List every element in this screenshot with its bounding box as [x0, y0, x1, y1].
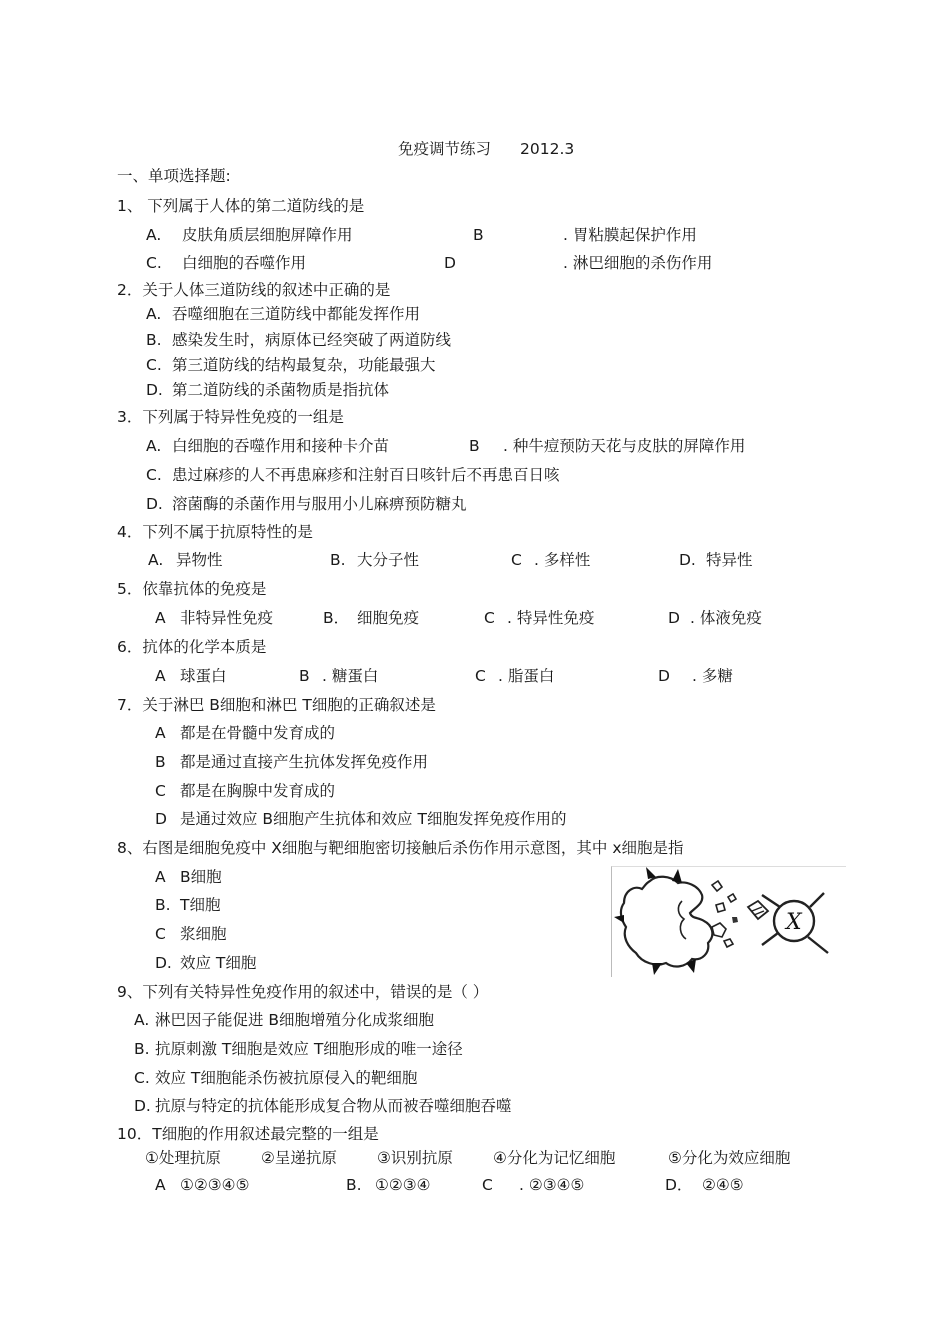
arm-bottom-left	[762, 933, 778, 945]
q5-d-text: . 体液免疫	[690, 609, 762, 627]
q8-a-key: A	[155, 868, 166, 886]
fragment-2	[716, 903, 725, 912]
q3-d-key: D.	[146, 495, 163, 513]
q6-c-text: . 脂蛋白	[498, 667, 555, 685]
q9-stem: 9、下列有关特异性免疫作用的叙述中，错误的是（ ）	[117, 983, 489, 1001]
fragment-1	[712, 881, 722, 891]
fragment-6	[732, 917, 738, 923]
q7-stem: 7．关于淋巴 B细胞和淋巴 T细胞的正确叙述是	[117, 696, 436, 714]
q9-b-key: B.	[134, 1040, 150, 1058]
q4-a-key: A.	[148, 551, 164, 569]
spike-bottom-1	[652, 963, 662, 975]
q2-c-text: 第三道防线的结构最复杂，功能最强大	[172, 356, 436, 374]
q9-d-key: D.	[134, 1097, 151, 1115]
q1-d-key: D	[444, 254, 456, 272]
q7-c-text: 都是在胸腺中发育成的	[180, 782, 336, 800]
q10-a-text: ①②③④⑤	[180, 1176, 250, 1194]
q6-d-key: D	[658, 667, 670, 685]
q10-c-text: . ②③④⑤	[519, 1176, 585, 1194]
q5-b-text: 细胞免疫	[357, 609, 420, 627]
q5-c-key: C	[484, 609, 495, 627]
q1-d-text: . 淋巴细胞的杀伤作用	[563, 254, 713, 272]
q1-a-text: 皮肤角质层细胞屏障作用	[182, 226, 353, 244]
q10-item-1: ①处理抗原	[145, 1149, 221, 1167]
q7-d-text: 是通过效应 B细胞产生抗体和效应 T细胞发挥免疫作用的	[180, 810, 567, 828]
q5-b-key: B．	[323, 609, 350, 627]
contact-line-1	[752, 907, 762, 911]
q10-a-key: A	[155, 1176, 166, 1194]
x-cell-label: X	[786, 910, 802, 935]
arm-top-left	[762, 895, 780, 907]
cell-killing-figure	[611, 866, 846, 977]
q8-d-key: D.	[155, 954, 172, 972]
cell-killing-diagram-icon	[612, 867, 846, 977]
spike-bottom-2	[686, 959, 696, 973]
q1-c-text: 白细胞的吞噬作用	[182, 254, 307, 272]
q4-c-text: . 多样性	[534, 551, 591, 569]
q2-b-key: B.	[146, 331, 162, 349]
q1-b-key: B	[473, 226, 484, 244]
q9-c-text: 效应 T细胞能杀伤被抗原侵入的靶细胞	[155, 1069, 418, 1087]
q5-d-key: D	[668, 609, 680, 627]
q10-d-key: D．	[665, 1176, 693, 1194]
q3-b-key: B	[469, 437, 480, 455]
q1-stem: 1、 下列属于人体的第二道防线的是	[117, 197, 365, 215]
q10-b-key: B.	[346, 1176, 362, 1194]
q8-c-key: C	[155, 925, 166, 943]
q7-a-text: 都是在骨髓中发育成的	[180, 724, 336, 742]
q3-b-text: . 种牛痘预防天花与皮肤的屏障作用	[503, 437, 746, 455]
q2-a-key: A.	[146, 305, 162, 323]
q10-item-3: ③识别抗原	[377, 1149, 453, 1167]
q9-b-text: 抗原刺激 T细胞是效应 T细胞形成的唯一途径	[155, 1040, 463, 1058]
q8-a-text: B细胞	[180, 868, 222, 886]
q5-stem: 5．依靠抗体的免疫是	[117, 580, 267, 598]
q10-b-text: ①②③④	[375, 1176, 431, 1194]
q10-d-text: ②④⑤	[702, 1176, 744, 1194]
q10-c-key: C	[482, 1176, 493, 1194]
q3-stem: 3．下列属于特异性免疫的一组是	[117, 408, 344, 426]
q3-a-text: 白细胞的吞噬作用和接种卡介苗	[172, 437, 390, 455]
target-cell-inner	[678, 901, 686, 939]
q4-d-text: 特异性	[706, 551, 753, 569]
contact-bridge	[748, 901, 768, 919]
spike-top-2	[646, 867, 656, 879]
q2-b-text: 感染发生时，病原体已经突破了两道防线	[172, 331, 452, 349]
arm-bottom-right	[808, 937, 828, 953]
q3-c-text: 患过麻疹的人不再患麻疹和注射百日咳针后不再患百日咳	[172, 466, 560, 484]
q4-stem: 4．下列不属于抗原特性的是	[117, 523, 313, 541]
spike-left	[614, 915, 624, 923]
q6-b-key: B	[299, 667, 310, 685]
q2-d-key: D.	[146, 381, 163, 399]
q3-d-text: 溶菌酶的杀菌作用与服用小儿麻痹预防糖丸	[172, 495, 467, 513]
q4-c-key: C	[511, 551, 522, 569]
q6-d-text: . 多糖	[692, 667, 733, 685]
q4-a-text: 异物性	[176, 551, 223, 569]
q5-a-text: 非特异性免疫	[180, 609, 274, 627]
q7-c-key: C	[155, 782, 166, 800]
q6-a-text: 球蛋白	[180, 667, 227, 685]
q8-b-key: B.	[155, 896, 171, 914]
section-heading: 一、单项选择题:	[117, 167, 231, 185]
q6-stem: 6．抗体的化学本质是	[117, 638, 267, 656]
q9-a-text: 淋巴因子能促进 B细胞增殖分化成浆细胞	[155, 1011, 435, 1029]
q7-a-key: A	[155, 724, 166, 742]
q4-b-text: 大分子性	[357, 551, 420, 569]
q8-stem: 8、右图是细胞免疫中 X细胞与靶细胞密切接触后杀伤作用示意图，其中 x细胞是指	[117, 839, 684, 857]
q10-stem: 10．T细胞的作用叙述最完整的一组是	[117, 1125, 379, 1143]
target-cell-outline	[621, 877, 712, 967]
page-date: 2012.3	[520, 140, 575, 158]
q8-d-text: 效应 T细胞	[180, 954, 257, 972]
q2-stem: 2．关于人体三道防线的叙述中正确的是	[117, 281, 391, 299]
q7-d-key: D	[155, 810, 167, 828]
q3-c-key: C.	[146, 466, 162, 484]
page-title: 免疫调节练习	[398, 140, 492, 158]
q6-a-key: A	[155, 667, 166, 685]
q9-a-key: A.	[134, 1011, 150, 1029]
q6-b-text: . 糖蛋白	[322, 667, 379, 685]
q6-c-key: C	[475, 667, 486, 685]
q1-b-text: . 胃粘膜起保护作用	[563, 226, 697, 244]
q10-item-4: ④分化为记忆细胞	[493, 1149, 616, 1167]
q2-c-key: C.	[146, 356, 162, 374]
q9-c-key: C.	[134, 1069, 150, 1087]
q3-a-key: A.	[146, 437, 162, 455]
spike-top-1	[672, 869, 682, 883]
q4-d-key: D.	[679, 551, 696, 569]
fragment-4	[712, 923, 726, 937]
q5-c-text: . 特异性免疫	[507, 609, 595, 627]
q7-b-text: 都是通过直接产生抗体发挥免疫作用	[180, 753, 429, 771]
q2-a-text: 吞噬细胞在三道防线中都能发挥作用	[172, 305, 421, 323]
q8-c-text: 浆细胞	[180, 925, 227, 943]
q2-d-text: 第二道防线的杀菌物质是指抗体	[172, 381, 390, 399]
q9-d-text: 抗原与特定的抗体能形成复合物从而被吞噬细胞吞噬	[155, 1097, 512, 1115]
q10-item-2: ②呈递抗原	[261, 1149, 337, 1167]
q5-a-key: A	[155, 609, 166, 627]
fragment-5	[724, 939, 733, 947]
q7-b-key: B	[155, 753, 166, 771]
q1-c-key: C.	[146, 254, 162, 272]
q4-b-key: B.	[330, 551, 346, 569]
q8-b-text: T细胞	[180, 896, 221, 914]
q1-a-key: A.	[146, 226, 162, 244]
arm-top-right	[810, 893, 824, 907]
fragment-3	[728, 894, 736, 902]
q10-item-5: ⑤分化为效应细胞	[668, 1149, 791, 1167]
